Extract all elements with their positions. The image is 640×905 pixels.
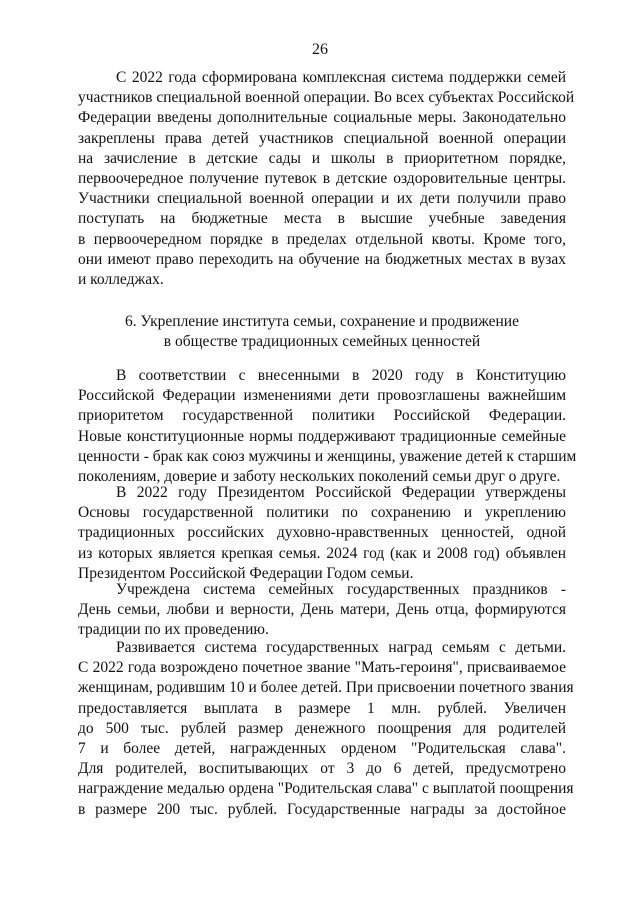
paragraph-line: в первоочередном порядке в пределах отдельной квоты. Кроме того, <box>78 230 566 248</box>
paragraph-line: Российской Федерации изменениями дети провозглашены важнейшим <box>78 387 566 405</box>
paragraph-line: Президентом Российской Федерации Годом семьи. <box>78 564 414 582</box>
paragraph-line: В соответствии с внесенными в 2020 году в Конституцию <box>116 367 566 384</box>
paragraph-line: Федерации введены дополнительные социальные меры. Законодательно <box>78 109 566 127</box>
paragraph-line: до 500 тыс. рублей размер денежного поощрения для родителей <box>78 719 566 737</box>
page-number: 26 <box>312 41 328 58</box>
paragraph-line: С 2022 года возрождено почетное звание "Мать-героиня", присваиваемое <box>78 659 566 677</box>
section-heading-line: в обществе традиционных семейных ценностей <box>163 333 481 351</box>
paragraph-line: Для родителей, воспитывающих от 3 до 6 детей, предусмотрено <box>78 760 566 778</box>
paragraph-line: приоритетом государственной политики Российской Федерации. <box>78 407 566 425</box>
paragraph-line: поступать на бюджетные места в высшие учебные заведения <box>78 210 566 228</box>
paragraph-line: Новые конституционные нормы поддерживают традиционные семейные <box>78 427 566 445</box>
paragraph-constitution <box>78 366 577 487</box>
paragraph-line: они имеют право переходить на обучение на бюджетных местах в вузах <box>78 250 566 268</box>
paragraph-line: и колледжах. <box>78 270 164 288</box>
paragraph-line: на зачисление в детские сады и школы в приоритетном порядке, <box>78 149 566 167</box>
section-heading-line: 6. Укрепление института семьи, сохранение и продвижение <box>125 313 519 330</box>
paragraph-svo-support <box>78 68 575 290</box>
paragraph-line: поколениям, доверие и заботу нескольких поколений семьи друг о друге. <box>78 467 561 485</box>
section-heading <box>78 312 566 352</box>
paragraph-line: Основы государственной политики по сохранению и укреплению <box>78 504 566 522</box>
paragraph-line: женщинам, родившим 10 и более детей. При присвоении почетного звания <box>78 679 574 697</box>
paragraph-line: Учреждена система семейных государственных праздников - <box>116 581 566 598</box>
paragraph-line: участников специальной военной операции. Во всех субъектах Российской <box>78 89 575 107</box>
paragraph-line: в размере 200 тыс. рублей. Государственные награды за достойное <box>78 800 566 818</box>
paragraph-line: ценности - брак как союз мужчины и женщины, уважение детей к старшим <box>78 447 577 465</box>
paragraph-holidays <box>78 580 566 641</box>
paragraph-line: 7 и более детей, награжденных орденом "Родительская слава". <box>78 739 566 757</box>
paragraph-line: Развивается система государственных наград семьям с детьми. <box>116 639 566 656</box>
paragraph-line: С 2022 года сформирована комплексная система поддержки семей <box>116 69 566 86</box>
paragraph-state-awards <box>78 638 574 820</box>
paragraph-line: В 2022 году Президентом Российской Федерации утверждены <box>116 484 566 501</box>
paragraph-line: награждение медалью ордена "Родительская слава" с выплатой поощрения <box>78 780 574 798</box>
paragraph-line: первоочередное получение путевок в детские оздоровительные центры. <box>78 169 566 187</box>
paragraph-line: закреплены права детей участников специальной военной операции <box>78 129 566 147</box>
paragraph-line: традиции по их проведению. <box>78 621 269 639</box>
paragraph-line: предоставляется выплата в размере 1 млн. рублей. Увеличен <box>78 699 566 717</box>
paragraph-line: Участники специальной военной операции и их дети получили право <box>78 190 566 208</box>
paragraph-line: из которых является крепкая семья. 2024 год (как и 2008 год) объявлен <box>78 544 566 562</box>
paragraph-line: традиционных российских духовно-нравственных ценностей, одной <box>78 524 566 542</box>
paragraph-family-year <box>78 483 566 584</box>
paragraph-line: День семьи, любви и верности, День матери, День отца, формируются <box>78 601 566 619</box>
